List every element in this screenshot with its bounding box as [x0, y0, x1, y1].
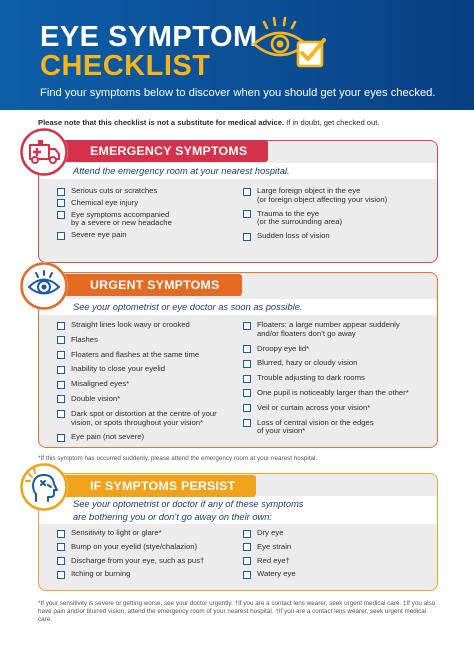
- checklist-item-text: Floaters and flashes at the same time: [71, 349, 200, 359]
- checklist-item[interactable]: [57, 365, 239, 374]
- checklist-item-text: vision, or spots throughout your vision*: [71, 417, 204, 427]
- checklist-item[interactable]: [57, 395, 239, 404]
- checklist-item-text: Sudden loss of vision: [257, 231, 330, 241]
- checkbox-icon[interactable]: [57, 336, 65, 344]
- checklist-item[interactable]: [243, 374, 435, 383]
- checklist-item[interactable]: [57, 380, 239, 389]
- emergency-left-column: [57, 187, 233, 243]
- checklist-item-text: Droopy eye lid*: [257, 343, 310, 353]
- emergency-title: EMERGENCY SYMPTOMS: [60, 140, 268, 162]
- checklist-item[interactable]: [57, 543, 239, 552]
- eye-icon: [20, 262, 68, 310]
- emergency-badge: [20, 128, 68, 176]
- checklist-item-text: Eye strain: [257, 541, 292, 551]
- checklist-item[interactable]: [57, 410, 239, 428]
- checklist-item[interactable]: [57, 321, 239, 330]
- checklist-item-text: (or foreign object affecting your vision): [257, 194, 388, 204]
- checkbox-icon[interactable]: [243, 375, 251, 383]
- urgent-footnote: *If this symptom has occurred suddenly, please attend the emergency room at your nearest hospital.: [38, 455, 318, 462]
- checkbox-icon[interactable]: [243, 188, 251, 196]
- checkbox-icon[interactable]: [243, 419, 251, 427]
- checkbox-icon[interactable]: [57, 410, 65, 418]
- checkbox-icon[interactable]: [57, 543, 65, 551]
- header-banner: [0, 0, 474, 110]
- checkbox-icon[interactable]: [243, 557, 251, 565]
- checklist-item-text: Dry eye: [257, 528, 284, 537]
- checkbox-icon[interactable]: [243, 322, 251, 330]
- checklist-item[interactable]: [243, 389, 435, 398]
- checklist-item-text: Loss of central vision or the edges: [257, 417, 374, 427]
- ambulance-icon: [20, 128, 68, 176]
- checkbox-icon[interactable]: [57, 351, 65, 359]
- checklist-item[interactable]: [243, 345, 435, 354]
- checkbox-icon[interactable]: [57, 434, 65, 442]
- checkbox-icon[interactable]: [243, 345, 251, 353]
- checklist-item[interactable]: [243, 321, 435, 339]
- checklist-item[interactable]: [243, 210, 433, 228]
- title-line2: CHECKLIST: [40, 50, 211, 82]
- checklist-item-text: One pupil is noticeably larger than the other*: [257, 387, 409, 397]
- checklist-item[interactable]: [243, 557, 423, 566]
- checkbox-icon[interactable]: [57, 322, 65, 330]
- checklist-item-text: Discharge from your eye, such as pus†: [71, 555, 205, 565]
- urgent-instruction: See your optometrist or eye doctor as soon as possible.: [39, 299, 437, 315]
- checklist-item[interactable]: [243, 529, 423, 538]
- persist-instruction-line1: See your optometrist or doctor if any of these symptoms: [73, 499, 304, 509]
- checklist-item[interactable]: [57, 211, 233, 229]
- persist-instruction-line2: are bothering you or don’t go away on their own:: [73, 511, 272, 522]
- persist-title: IF SYMPTOMS PERSIST: [60, 475, 256, 497]
- persist-instruction: [39, 496, 437, 524]
- checkbox-icon[interactable]: [243, 389, 251, 397]
- urgent-right-column: [243, 321, 435, 442]
- checklist-item-text: by a severe or new headache: [71, 218, 172, 228]
- checklist-item[interactable]: [57, 199, 233, 208]
- checkbox-icon[interactable]: [57, 381, 65, 389]
- checkbox-icon[interactable]: [57, 530, 65, 538]
- checklist-item[interactable]: [57, 336, 239, 345]
- checklist-item-text: Dark spot or distortion at the centre of your: [71, 408, 217, 418]
- checklist-item-text: Straight lines look wavy or crooked: [71, 320, 190, 329]
- checklist-item-text: Blurred, hazy or cloudy vision: [257, 358, 358, 368]
- checkbox-icon[interactable]: [243, 530, 251, 538]
- headache-person-icon: [20, 463, 68, 511]
- checklist-item[interactable]: [243, 187, 433, 205]
- bottom-footnote: *If your sensitivity is severe or getting worse, see your doctor urgently. †If you are a contact lens wearer, seek urgent medical care. ‡If you also have pain and/or blurred vision, attend the emergency room of your nearest hospital. †If you are a contact lens wearer, seek urgent medical care.: [38, 600, 436, 623]
- checkbox-icon[interactable]: [243, 233, 251, 241]
- checkbox-icon[interactable]: [57, 366, 65, 374]
- urgent-badge: [20, 262, 68, 310]
- disclaimer-bold: Please note that this checklist is not a substitute for medical advice.: [38, 118, 285, 127]
- persist-right-column: [243, 529, 423, 584]
- urgent-title: URGENT SYMPTOMS: [60, 274, 242, 296]
- checkbox-icon[interactable]: [57, 571, 65, 579]
- checklist-item-text: Chemical eye injury: [71, 197, 139, 207]
- checklist-item[interactable]: [57, 570, 239, 579]
- checklist-item-text: and/or floaters don’t go away: [257, 328, 356, 338]
- urgent-section: [38, 272, 438, 448]
- checkbox-icon[interactable]: [243, 543, 251, 551]
- checklist-item-text: Eye symptoms accompanied: [71, 209, 170, 219]
- checklist-item-text: Severe eye pain: [71, 230, 127, 240]
- checklist-item[interactable]: [243, 404, 435, 413]
- checklist-item-text: Serious cuts or scratches: [71, 186, 158, 195]
- disclaimer-note: [38, 118, 379, 127]
- checklist-item-text: Eye pain (not severe): [71, 432, 145, 442]
- checklist-item-text: Sensitivity to light or glare*: [71, 528, 162, 537]
- checklist-item-text: Veil or curtain across your vision*: [257, 402, 371, 412]
- checklist-item-text: Inability to close your eyelid: [71, 364, 166, 374]
- emergency-right-column: [243, 187, 433, 246]
- checklist-item[interactable]: [57, 433, 239, 442]
- checkbox-icon[interactable]: [57, 232, 65, 240]
- checklist-item-text: Watery eye: [257, 569, 296, 579]
- disclaimer-rest: If in doubt, get checked out.: [284, 118, 380, 127]
- checkbox-icon[interactable]: [243, 404, 251, 412]
- persist-badge: [20, 463, 68, 511]
- checklist-item[interactable]: [243, 359, 435, 368]
- persist-left-column: [57, 529, 239, 584]
- checklist-item-text: Flashes: [71, 334, 98, 344]
- checklist-item-text: Floaters: a large number appear suddenly: [257, 320, 400, 329]
- checkbox-icon[interactable]: [243, 210, 251, 218]
- checkbox-icon[interactable]: [243, 571, 251, 579]
- checklist-item[interactable]: [57, 529, 239, 538]
- eye-check-logo-icon: [250, 16, 332, 76]
- checklist-item[interactable]: [57, 351, 239, 360]
- checklist-item-text: Bump on your eyelid (stye/chalazion): [71, 541, 198, 551]
- checklist-item-text: Red eye†: [257, 555, 290, 565]
- checklist-item-text: Large foreign object in the eye: [257, 186, 361, 195]
- checklist-item[interactable]: [243, 570, 423, 579]
- header-subtitle: Find your symptoms below to discover when you should get your eyes checked.: [40, 87, 436, 99]
- checklist-item[interactable]: [243, 232, 433, 241]
- checkbox-icon[interactable]: [243, 360, 251, 368]
- checklist-item[interactable]: [243, 419, 435, 437]
- checklist-item-text: Trauma to the eye: [257, 208, 320, 218]
- checkbox-icon[interactable]: [57, 395, 65, 403]
- checklist-item[interactable]: [243, 543, 423, 552]
- checklist-item-text: Trouble adjusting to dark rooms: [257, 373, 365, 383]
- checkbox-icon[interactable]: [57, 557, 65, 565]
- checkbox-icon[interactable]: [57, 188, 65, 196]
- checklist-item-text: Double vision*: [71, 393, 121, 403]
- checklist-item-text: of your vision*: [257, 426, 306, 436]
- title-line1: EYE SYMPTOM: [40, 21, 258, 53]
- checklist-item-text: Misaligned eyes*: [71, 379, 130, 389]
- checklist-item[interactable]: [57, 231, 233, 240]
- checkbox-icon[interactable]: [57, 199, 65, 207]
- checkbox-icon[interactable]: [57, 211, 65, 219]
- checklist-item-text: Itching or burning: [71, 569, 131, 579]
- checklist-item[interactable]: [57, 187, 233, 196]
- emergency-instruction: Attend the emergency room at your nearest hospital.: [39, 163, 437, 179]
- checklist-item[interactable]: [57, 557, 239, 566]
- checklist-item-text: (or the surrounding area): [257, 217, 343, 227]
- urgent-left-column: [57, 321, 239, 448]
